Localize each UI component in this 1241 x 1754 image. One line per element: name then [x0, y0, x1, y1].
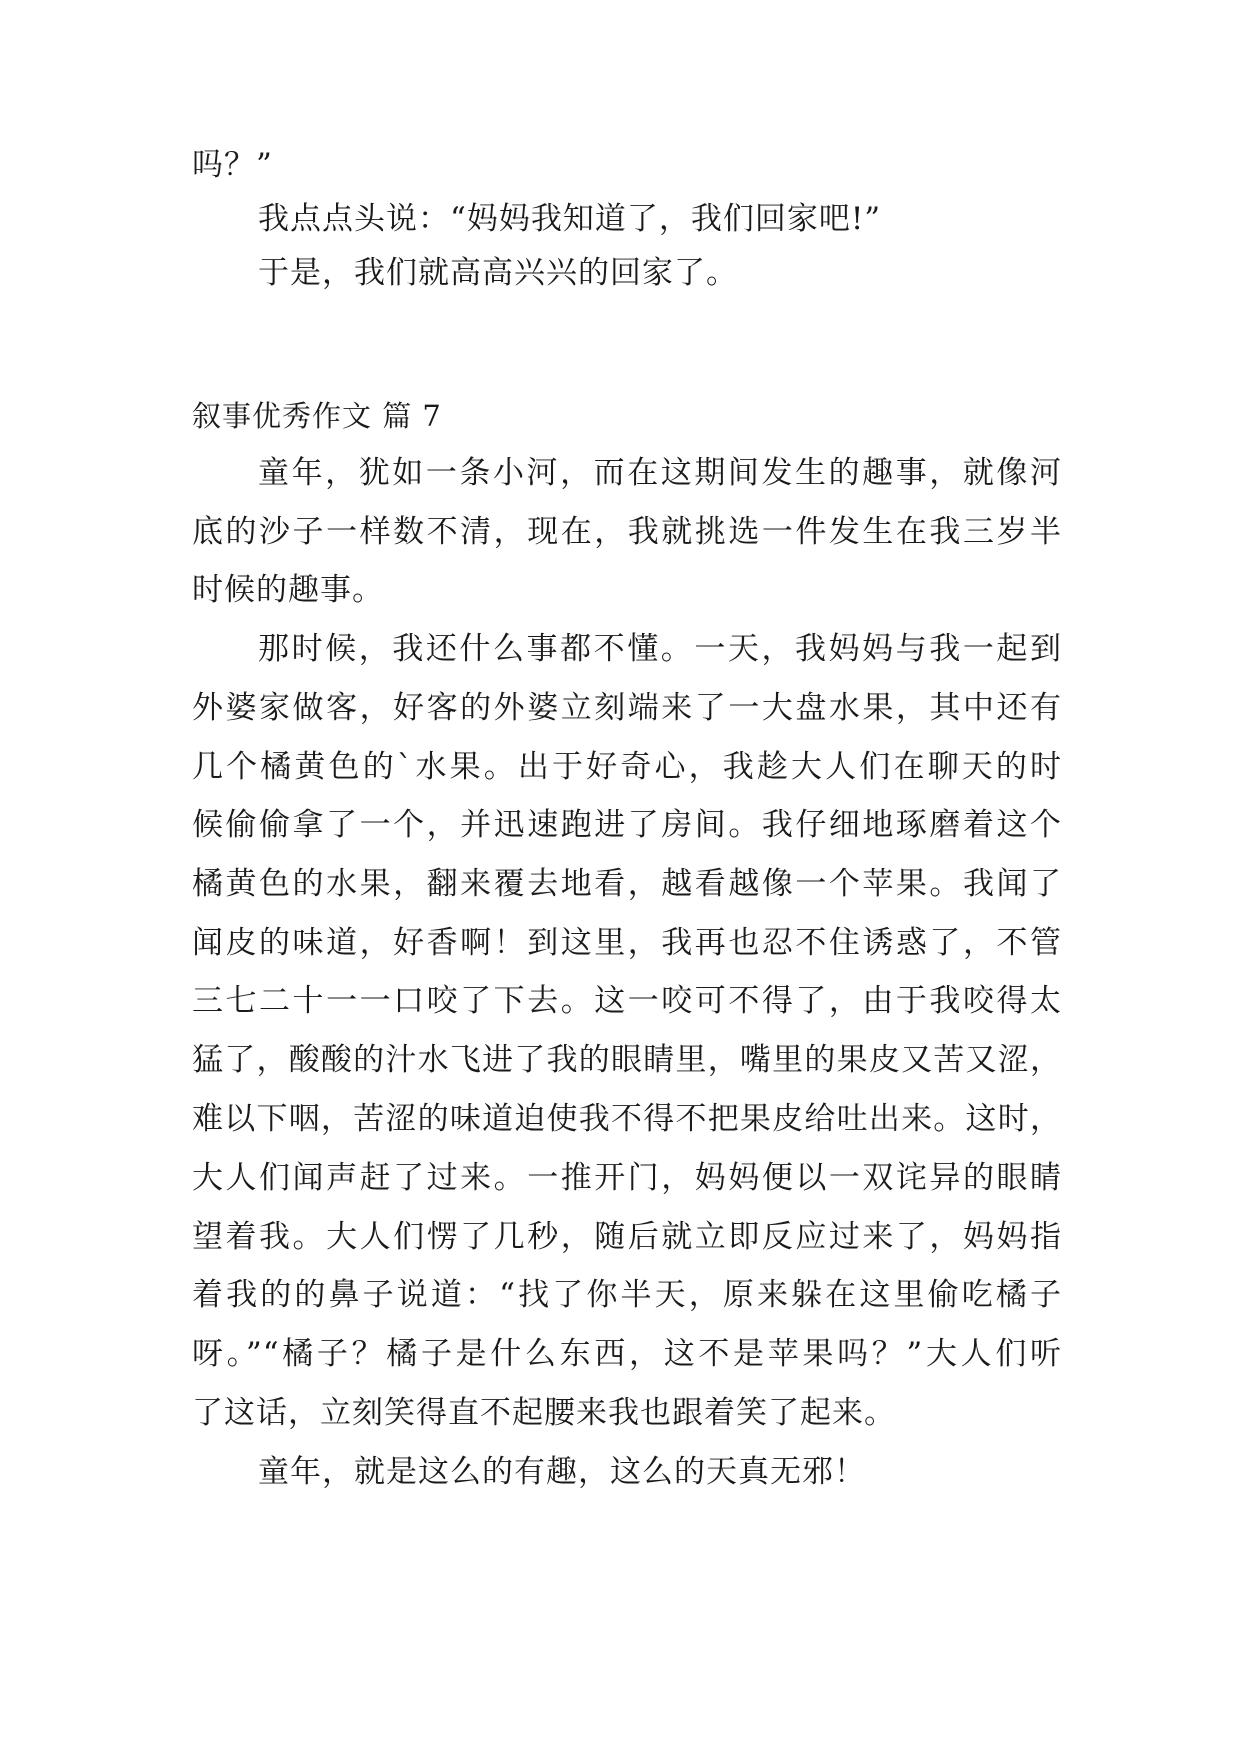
text-line: 着我的的鼻子说道：“找了你半天，原来躲在这里偷吃橘子 — [192, 1277, 1062, 1313]
text-line: 那时候，我还什么事都不懂。一天，我妈妈与我一起到 — [258, 631, 1062, 667]
text-line: 于是，我们就高高兴兴的回家了。 — [258, 255, 738, 291]
text-line: 吗？” — [192, 147, 273, 183]
text-line: 童年，就是这么的有趣，这么的天真无邪！ — [258, 1454, 866, 1490]
text-line: 猛了，酸酸的汁水飞进了我的眼睛里，嘴里的果皮又苦又涩， — [192, 1042, 1062, 1078]
text-line: 望着我。大人们愣了几秒，随后就立即反应过来了，妈妈指 — [192, 1219, 1062, 1255]
text-line: 时候的趣事。 — [192, 572, 384, 608]
text-line: 橘黄色的水果，翻来覆去地看，越看越像一个苹果。我闻了 — [192, 866, 1062, 902]
text-line: 三七二十一一口咬了下去。这一咬可不得了，由于我咬得太 — [192, 983, 1062, 1019]
text-line: 几个橘黄色的`水果。出于好奇心，我趁大人们在聊天的时 — [192, 749, 1062, 785]
text-line: 难以下咽，苦涩的味道迫使我不得不把果皮给吐出来。这时， — [192, 1101, 1062, 1137]
section-heading: 叙事优秀作文 篇 7 — [192, 399, 442, 433]
text-line: 我点点头说：“妈妈我知道了，我们回家吧!” — [258, 201, 882, 237]
text-line: 了这话，立刻笑得直不起腰来我也跟着笑了起来。 — [192, 1395, 896, 1431]
text-line: 外婆家做客，好客的外婆立刻端来了一大盘水果，其中还有 — [192, 690, 1062, 726]
text-line: 大人们闻声赶了过来。一推开门，妈妈便以一双诧异的眼睛 — [192, 1160, 1062, 1196]
text-line: 呀。”“橘子？橘子是什么东西，这不是苹果吗？”大人们听 — [192, 1336, 1062, 1372]
text-line: 底的沙子一样数不清，现在，我就挑选一件发生在我三岁半 — [192, 514, 1062, 550]
text-line: 闻皮的味道，好香啊！到这里，我再也忍不住诱惑了，不管 — [192, 925, 1062, 961]
text-line: 童年，犹如一条小河，而在这期间发生的趣事，就像河 — [258, 455, 1062, 491]
text-line: 候偷偷拿了一个，并迅速跑进了房间。我仔细地琢磨着这个 — [192, 807, 1062, 843]
